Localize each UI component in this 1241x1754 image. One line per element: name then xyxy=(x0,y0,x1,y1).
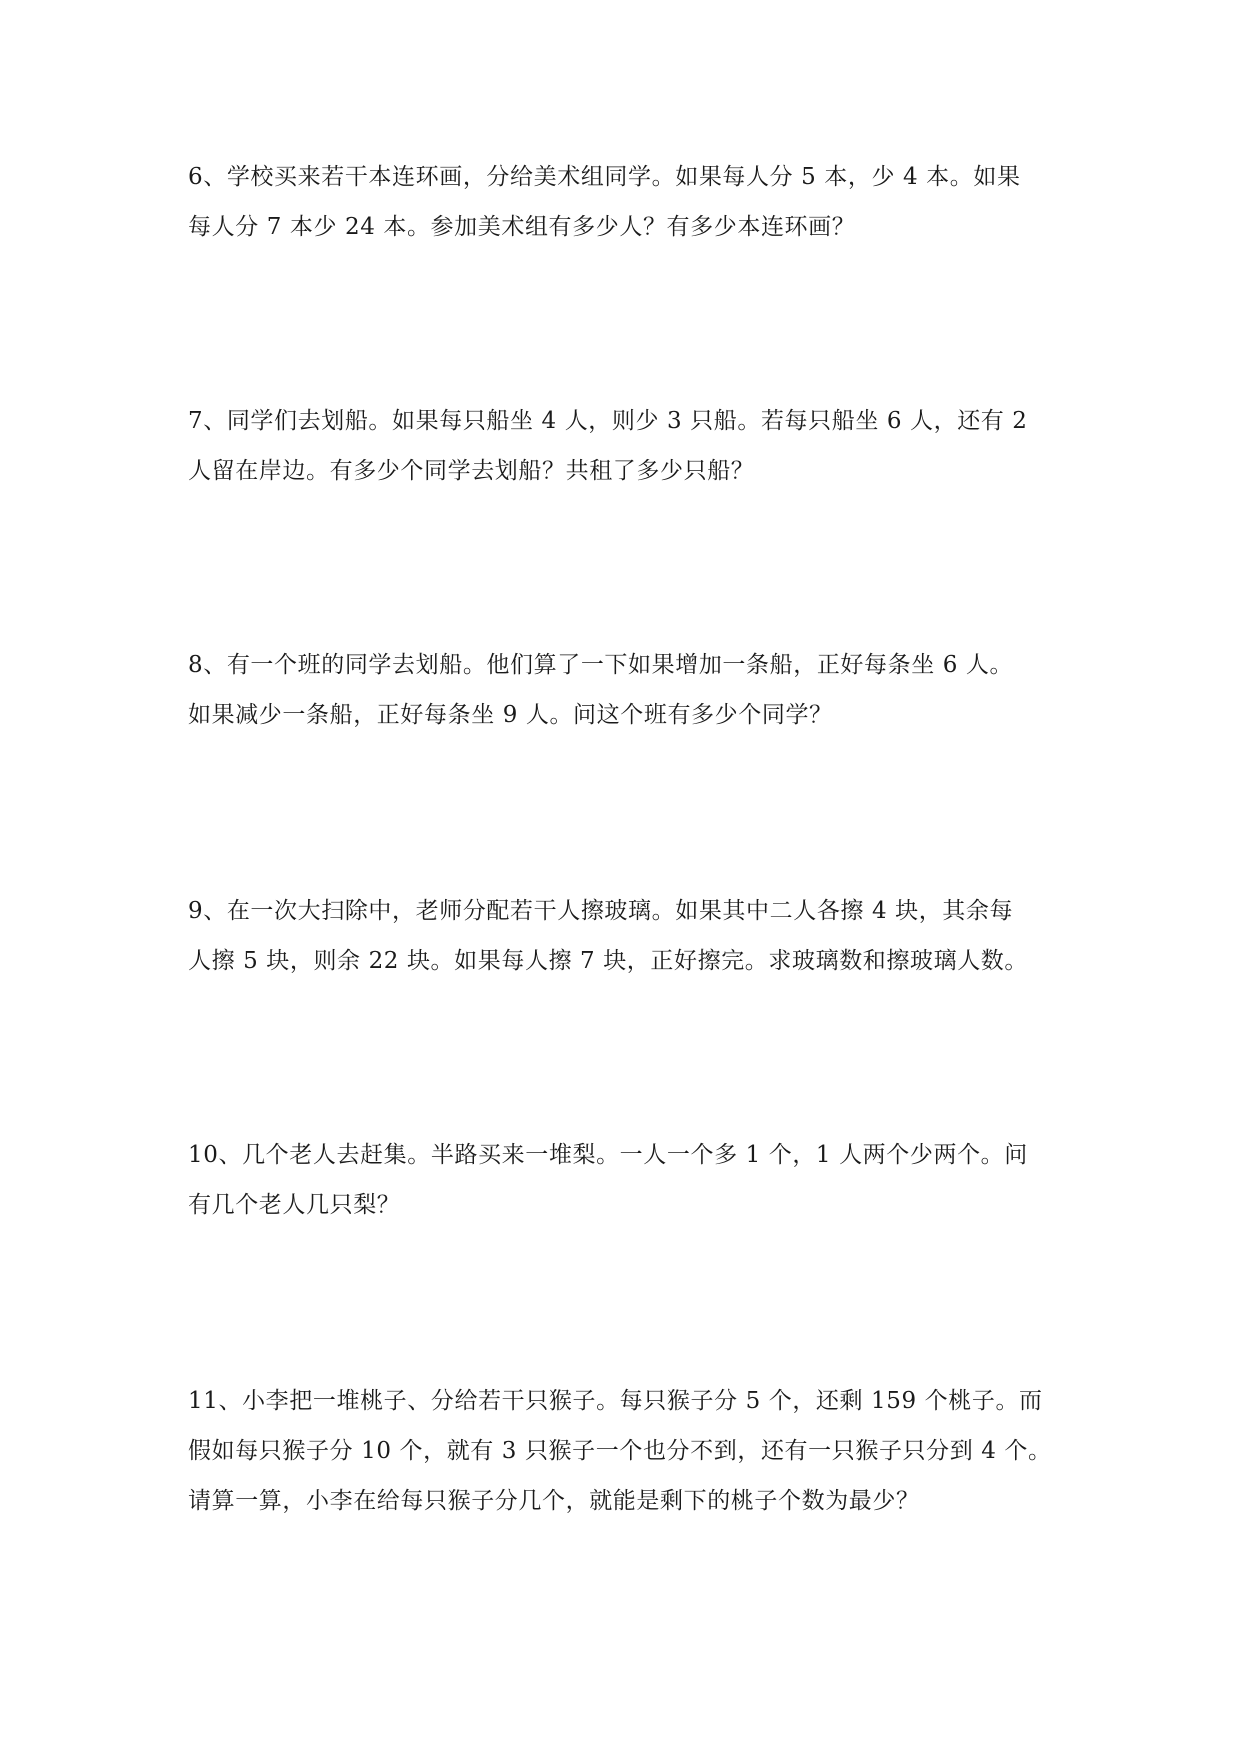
problem-6 xyxy=(188,152,1060,252)
problem-9 xyxy=(188,886,1060,986)
problem-line: 人擦 5 块，则余 22 块。如果每人擦 7 块，正好擦完。求玻璃数和擦玻璃人数。 xyxy=(188,948,1028,974)
problem-line: 11、小李把一堆桃子、分给若干只猴子。每只猴子分 5 个，还剩 159 个桃子。而 xyxy=(188,1388,1043,1414)
problem-line: 7、同学们去划船。如果每只船坐 4 人，则少 3 只船。若每只船坐 6 人，还有 2 xyxy=(188,408,1028,434)
problem-line: 如果减少一条船，正好每条坐 9 人。问这个班有多少个同学？ xyxy=(188,702,833,728)
problem-line: 10、几个老人去赶集。半路买来一堆梨。一人一个多 1 个，1 人两个少两个。问 xyxy=(188,1142,1028,1168)
problem-8 xyxy=(188,640,1060,740)
problem-line: 8、有一个班的同学去划船。他们算了一下如果增加一条船，正好每条坐 6 人。 xyxy=(188,652,1014,678)
problem-line: 每人分 7 本少 24 本。参加美术组有多少人？有多少本连环画？ xyxy=(188,214,856,240)
problem-7 xyxy=(188,396,1060,496)
problem-line: 假如每只猴子分 10 个，就有 3 只猴子一个也分不到，还有一只猴子只分到 4 个。 xyxy=(188,1438,1052,1464)
problem-line: 有几个老人几只梨？ xyxy=(188,1192,401,1218)
problem-line: 请算一算，小李在给每只猴子分几个，就能是剩下的桃子个数为最少？ xyxy=(188,1488,920,1514)
problem-line: 6、学校买来若干本连环画，分给美术组同学。如果每人分 5 本，少 4 本。如果 xyxy=(188,164,1021,190)
problem-line: 人留在岸边。有多少个同学去划船？共租了多少只船？ xyxy=(188,458,755,484)
problem-line: 9、在一次大扫除中，老师分配若干人擦玻璃。如果其中二人各擦 4 块，其余每 xyxy=(188,898,1014,924)
problem-11 xyxy=(188,1376,1060,1526)
problem-10 xyxy=(188,1130,1060,1230)
